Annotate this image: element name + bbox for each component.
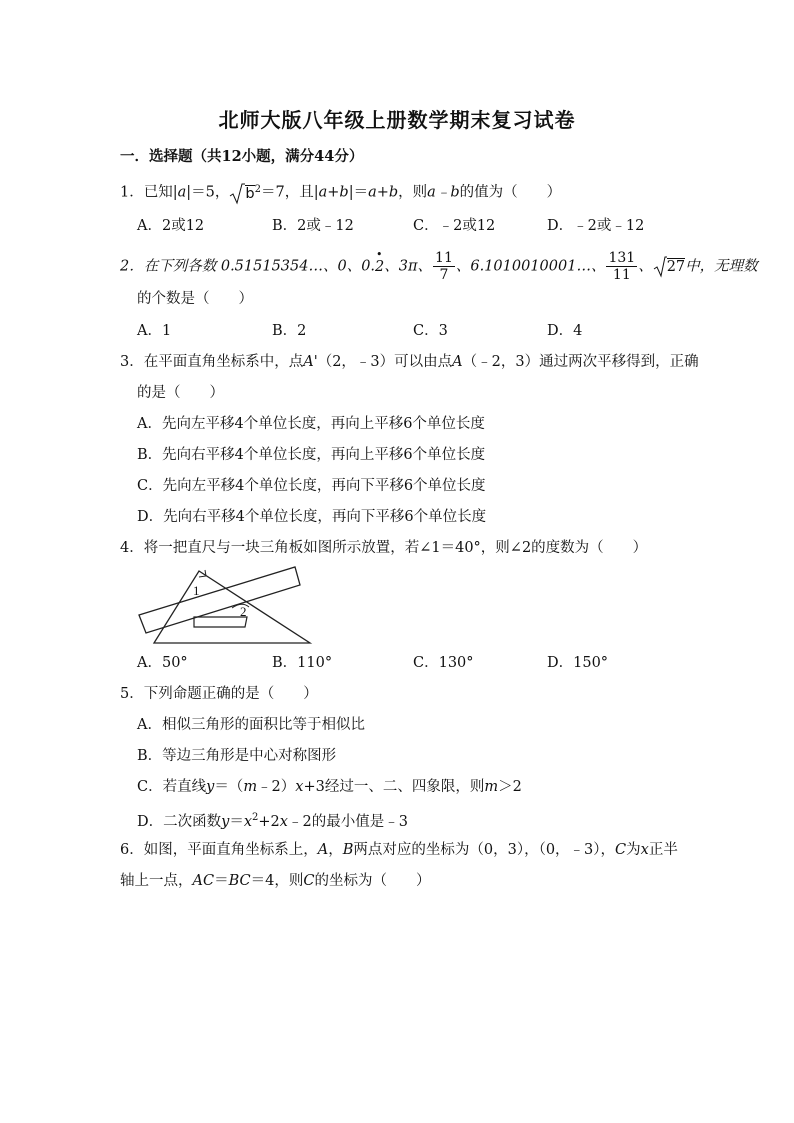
var-a: a [177,184,187,201]
q6-text: ＝ [214,873,229,889]
numerator: 11 [435,250,453,266]
q1-text: |＝ [348,184,369,201]
figure-background [134,565,314,647]
option-text: ＝（ [214,779,244,795]
q6-line2 [120,871,430,891]
q5-option-a[interactable]: A．相似三角形的面积比等于相似比 [137,717,365,733]
sqrt-27 [653,252,685,282]
point-a: A [317,842,329,858]
q6-text: 为 [626,842,641,858]
q5-option-d[interactable] [137,808,408,832]
var-x: x [640,842,649,858]
q2-text: 在下列各数 0.51515354…、0、0. [143,258,376,275]
q1-text: ，则 [398,184,428,201]
q2-option-d[interactable]: D．4 [547,323,583,339]
q3-text: （2，﹣3）可以由点 [317,354,453,370]
q1-option-c[interactable]: C．﹣2或12 [413,218,496,234]
var-x: x [295,779,304,795]
var-y: y [206,779,215,795]
option-text: +3经过一、二、四象限，则 [303,779,485,795]
fraction-131-11 [606,250,637,283]
radicand: 27 [666,258,686,275]
q6-text: ＝4，则 [250,873,304,889]
denominator: 11 [612,267,631,283]
q6-text: 轴上一点， [120,873,193,889]
option-text: ＝ [229,813,244,830]
q5-option-b[interactable]: B．等边三角形是中心对称图形 [137,748,337,764]
denominator: 7 [439,267,449,283]
q3-option-b[interactable]: B．先向右平移4个单位长度，再向上平移6个单位长度 [137,447,486,463]
q2-text: 、 [638,258,653,275]
var-y: y [221,813,230,830]
q1-text: 的值为（ ） [459,184,562,201]
option-text: +2 [258,813,280,830]
var-m: m [484,779,499,795]
segment-bc: BC [228,873,251,889]
question-3 [120,352,699,372]
q3-line2: 的是（ ） [137,385,224,401]
exponent: 2 [254,184,261,195]
q6-text: 6．如图，平面直角坐标系上， [120,842,318,858]
q1-option-b[interactable]: B．2或﹣12 [272,218,354,234]
option-text: C．若直线 [137,779,207,795]
var-m: m [243,779,258,795]
option-text: ＞2 [498,779,522,795]
question-1 [120,180,561,205]
q6-text: 的坐标为（ ） [314,873,431,889]
radical-sign [229,183,245,205]
q1-text: 已知| [143,184,178,201]
q4-option-c[interactable]: C．130° [413,655,474,671]
exponent: 2 [252,812,259,823]
point-a-prime: A' [303,354,318,370]
var-x: x [279,813,288,830]
point-a: A [452,354,463,370]
q3-option-a[interactable]: A．先向左平移4个单位长度，再向上平移6个单位长度 [137,416,485,432]
q1-option-d[interactable]: D．﹣2或﹣12 [547,218,645,234]
var-expr: a﹣b [427,184,460,201]
q6-text: 两点对应的坐标为（0，3），（0，﹣3）， [353,842,616,858]
var-b: b [245,185,255,202]
fraction-11-7 [433,250,455,283]
point-c: C [303,873,315,889]
q3-text: 3．在平面直角坐标系中，点 [120,354,304,370]
q1-option-a[interactable]: A．2或12 [137,218,205,234]
sqrt-b-squared [229,180,261,205]
question-5: 5．下列命题正确的是（ ） [120,686,318,702]
q2-text: 中，无理数 [685,258,758,275]
var-x: x [243,813,253,830]
page-title: 北师大版八年级上册数学期末复习试卷 [218,108,576,132]
q1-text: ＝7，且| [261,184,319,201]
option-text: D．二次函数 [137,813,222,830]
point-c: C [615,842,627,858]
segment-ac: AC [192,873,215,889]
q5-option-c[interactable] [137,777,522,797]
q6-text: ， [328,842,343,858]
section-header: 一．选择题（共12小题，满分44分） [120,148,364,165]
numerator: 131 [608,250,636,266]
q2-text: 、6.1010010001…、 [455,258,606,275]
question-4: 4．将一把直尺与一块三角板如图所示放置，若∠1＝40°，则∠2的度数为（ ） [120,540,648,556]
q4-option-d[interactable]: D．150° [547,655,609,671]
var-expr: a+b [368,184,399,201]
q6-text: 正半 [648,842,678,858]
q2-option-c[interactable]: C．3 [413,323,448,339]
var-expr: a+b [318,184,349,201]
repeating-digit: • 2 [375,252,384,282]
q1-text: |＝5， [186,184,230,201]
q3-text: （﹣2，3）通过两次平移得到，正确 [462,354,699,370]
option-text: ﹣2的最小值是﹣3 [287,813,408,830]
ruler-triangle-figure [134,565,314,647]
angle-1-label: 1 [193,583,200,598]
point-b: B [342,842,354,858]
question-2 [120,250,758,283]
question-number: 1． [120,184,144,201]
angle-2-label: 2 [240,604,247,619]
question-6 [120,840,678,860]
q2-option-a[interactable]: A．1 [137,323,172,339]
option-text: ﹣2） [257,779,296,795]
q3-option-c[interactable]: C．先向左平移4个单位长度，再向下平移6个单位长度 [137,478,486,494]
q3-option-d[interactable]: D．先向右平移4个单位长度，再向下平移6个单位长度 [137,509,487,525]
q4-option-a[interactable]: A．50° [137,655,188,671]
radical-sign [653,256,667,278]
q2-option-b[interactable]: B．2 [272,323,307,339]
q4-option-b[interactable]: B．110° [272,655,333,671]
q2-text: 、3π、 [384,258,433,275]
q2-line2: 的个数是（ ） [137,291,253,307]
question-number: 2． [120,258,144,275]
